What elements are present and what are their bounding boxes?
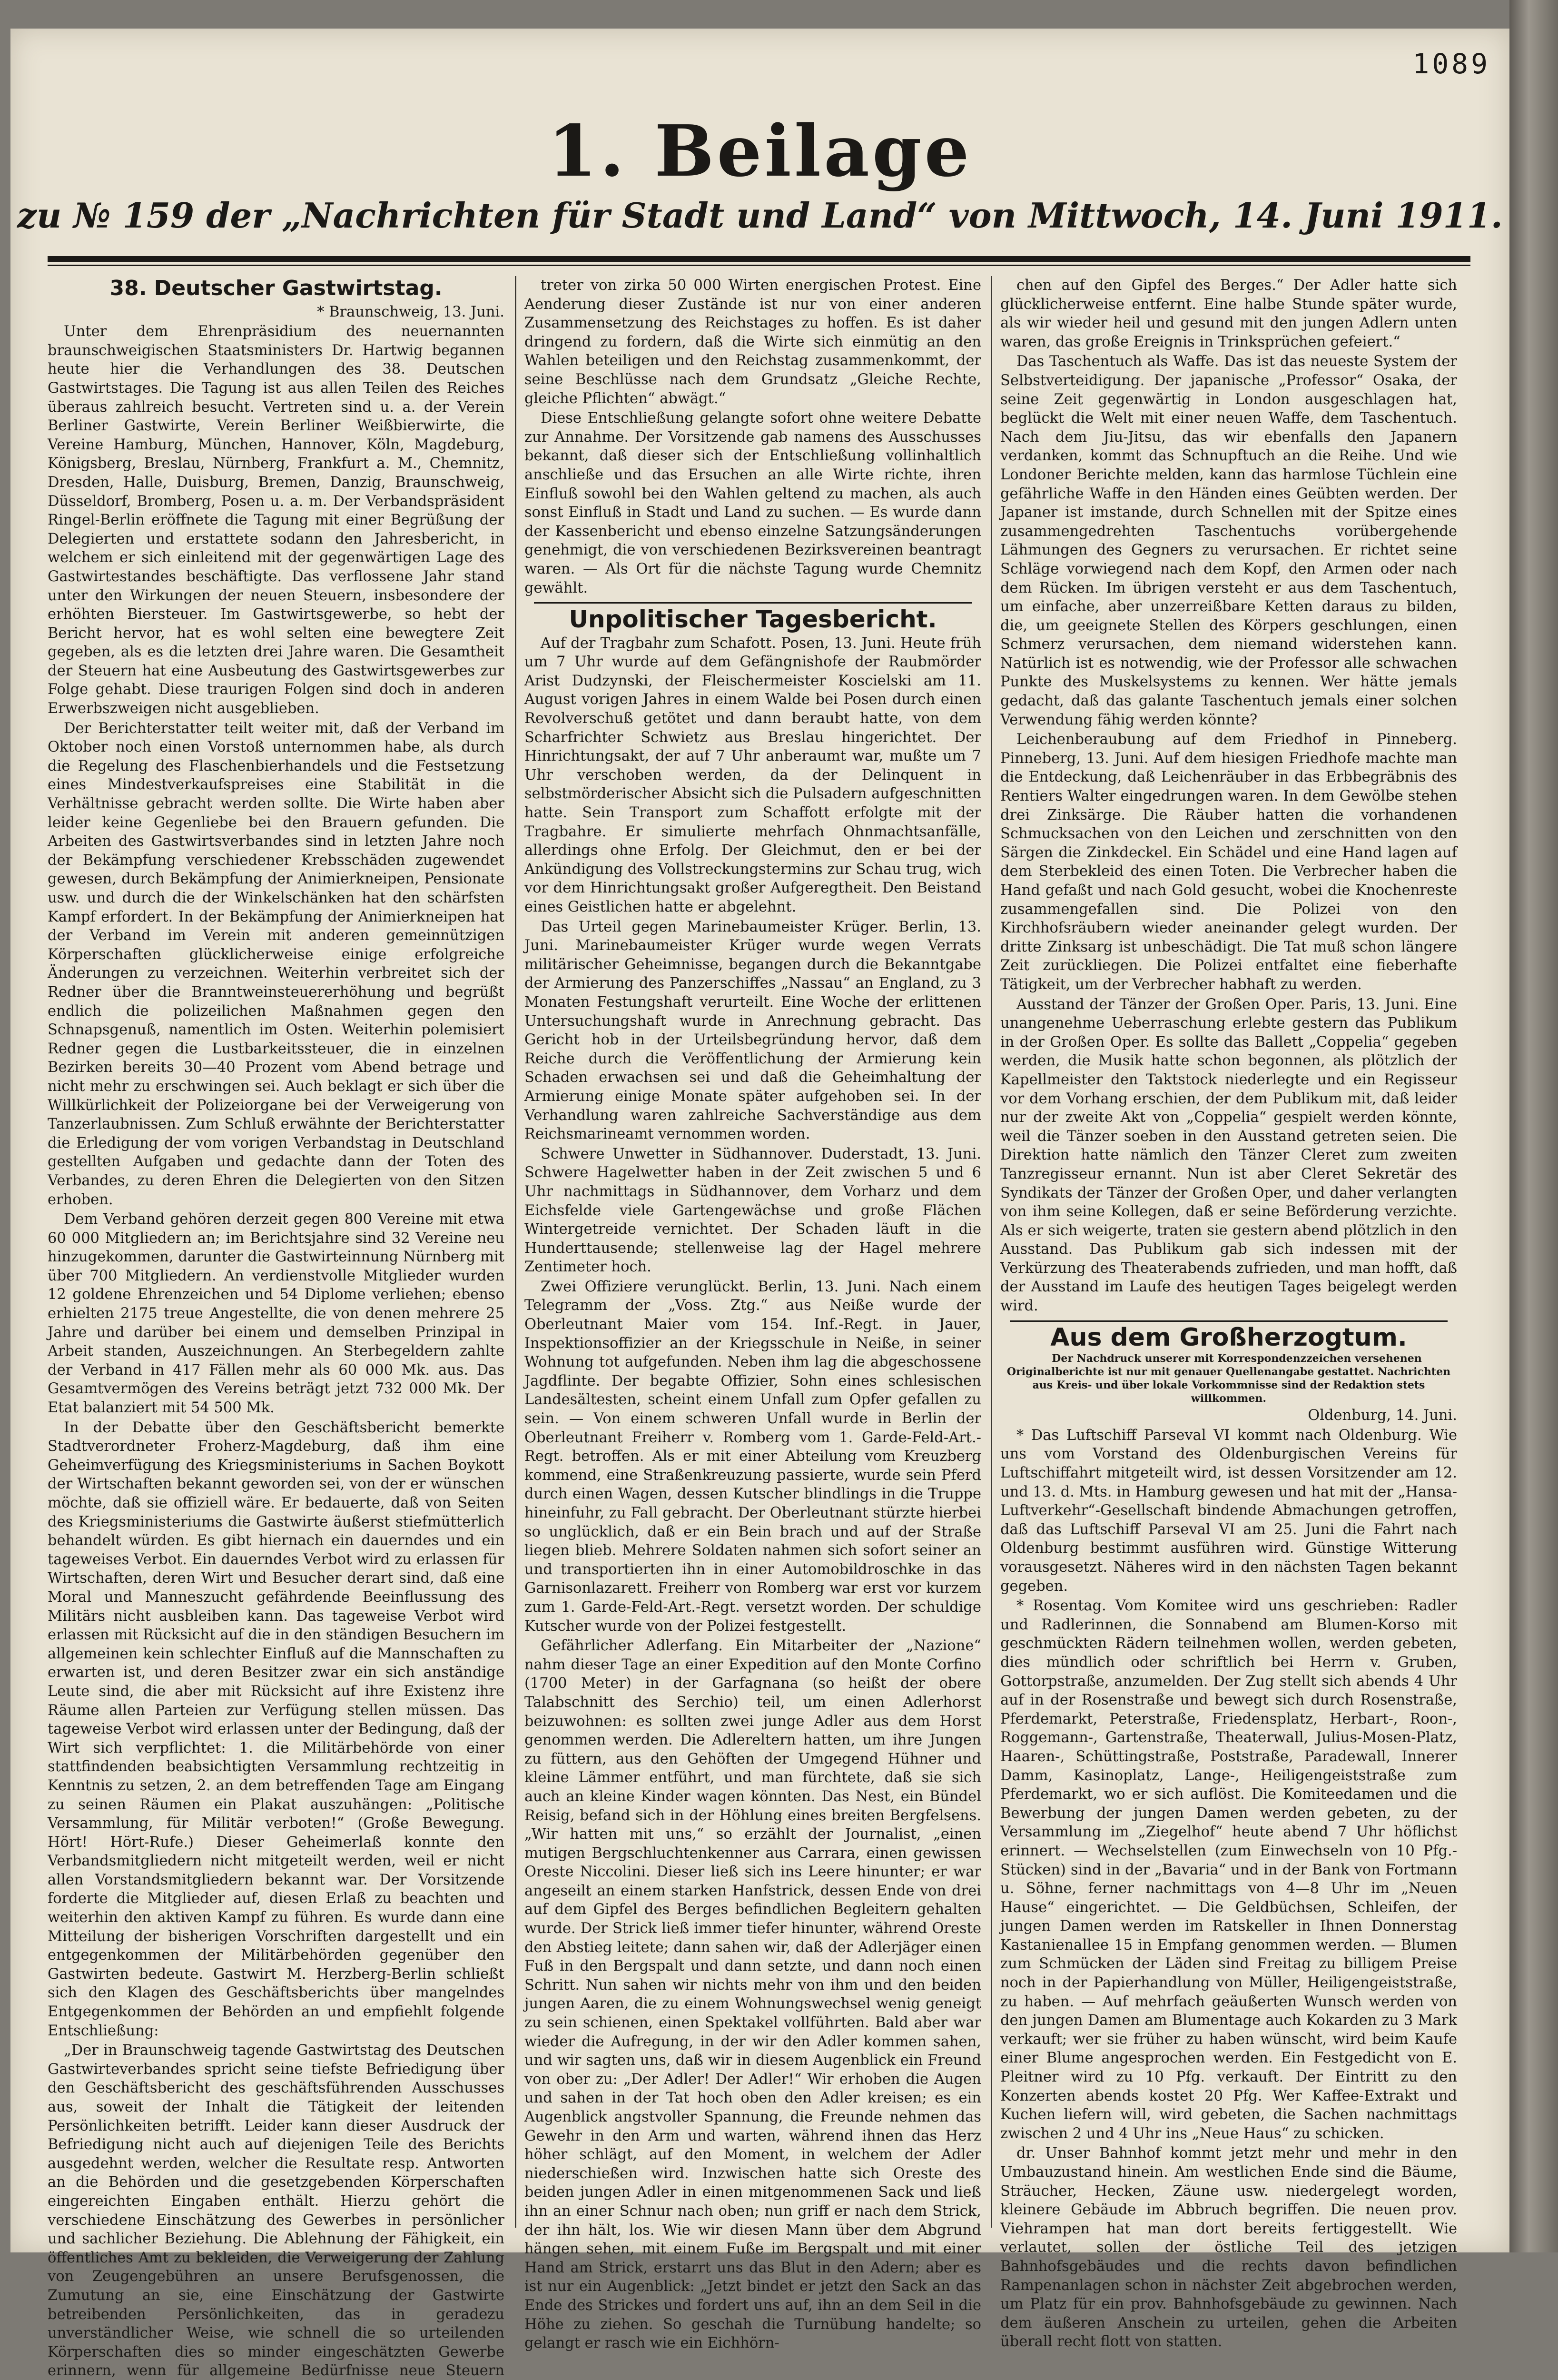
section-rule	[534, 602, 972, 604]
news-item: chen auf den Gipfel des Berges.“ Der Adler hatte sich glücklicherweise entfernt. Eine halbe Stunde später wurde, als wir wieder heil und gesund mit den jungen Adlern unten waren, das große Ereignis in Trinksprüchen gefeiert.“	[1000, 277, 1457, 350]
news-item: Leichenberaubung auf dem Friedhof in Pinneberg. Pinneberg, 13. Juni. Auf dem hiesigen Friedhofe machte man die Entdeckung, daß Leichenräuber in das Erbbegräbnis des Rentiers Walter eingedrungen waren. In dem Gewölbe stehen drei Zinksärge. Die Räuber hatten die vorhandenen Schmucksachen von den Leichen und zerschnitten von den Särgen die Zinkdeckel. Ein Schädel und eine Hand lagen auf dem Sterbekleid des einen Toten. Die Verbrecher haben die Hand gefaßt und nach Gold gesucht, wobei die Knochenreste zusammengefallen sind. Die Polizei von den Kirchhofsräubern wieder aneinander gelegt wurden. Der dritte Zinksarg ist unbeschädigt. Die Tat muß schon längere Zeit zurückliegen. Die Polizei entfaltet eine fieberhafte Tätigkeit, um der Verbrecher habhaft zu werden.	[1000, 731, 1457, 993]
section-rule	[1010, 1320, 1448, 1322]
section-heading: Aus dem Großherzogtum.	[1050, 1323, 1407, 1352]
page-title: 1. Beilage	[548, 109, 972, 192]
article-paragraph: Dem Verband gehören derzeit gegen 800 Vereine mit etwa 60 000 Mitgliedern an; im Berichtsjahre sind 32 Vereine neu hinzugekommen, darunter die Gastwirteinnung Nürnberg mit über 700 Mitgliedern. An verdienstvolle Mitglieder wurden 12 goldene Ehrenzeichen und 54 Diplome verliehen; ebenso erhielten 2175 treue Angestellte, die von denen mehrere 25 Jahre und darüber bei einem und demselben Prinzipal in Arbeit standen, Auszeichnungen. An Sterbegeldern zahlte der Verband in 417 Fällen mehr als 60 000 Mk. aus. Das Gesamtvermögen des Vereins beträgt jetzt 732 000 Mk. Der Etat balanziert mit 54 500 Mk.	[48, 1211, 504, 1417]
article-heading: 38. Deutscher Gastwirtstag.	[109, 276, 443, 300]
article-paragraph: treter von zirka 50 000 Wirten energischen Protest. Eine Aenderung dieser Zustände ist nur von einer anderen Zusammensetzung des Reichstages zu hoffen. Es ist daher dringend zu fordern, daß die Wirte sich einmütig an den Wahlen beteiligen und den Reichstag zusammenkommt, der seine Beschlüsse nach dem Grundsatz „Gleiche Rechte, gleiche Pflichten“ abwägt.“	[524, 277, 981, 407]
page-edge	[1509, 0, 1558, 2252]
news-item: Auf der Tragbahr zum Schafott. Posen, 13. Juni. Heute früh um 7 Uhr wurde auf dem Gefängnishofe der Raubmörder Arist Dudzynski, der Fleischermeister Koscielski am 11. August vorigen Jahres in einem Walde bei Posen durch einen Revolverschuß getötet und dann beraubt hatte, von dem Scharfrichter Schwietz aus Breslau hingerichtet. Der Hinrichtungsakt, der auf 7 Uhr anberaumt war, mußte um 7 Uhr verschoben werden, da der Delinquent in selbstmörderischer Absicht sich die Pulsadern aufgeschnitten hatte. Sein Transport zum Schaffott erfolgte mit der Tragbahre. Er simulierte mehrfach Ohnmachtsanfälle, allerdings ohne Erfolg. Der Gleichmut, den er bei der Ankündigung des Vollstreckungstermins zur Schau trug, wich vor dem Hinrichtungsakt großer Aufgeregtheit. Den Beistand eines Geistlichen hatte er abgelehnt.	[524, 635, 981, 915]
news-item: Gefährlicher Adlerfang. Ein Mitarbeiter der „Nazione“ nahm dieser Tage an einer Expedition auf den Monte Corfino (1700 Meter) in der Garfagnana (so heißt der obere Talabschnitt des Serchio) teil, um einen Adlerhorst beizuwohnen: es sollten zwei junge Adler aus dem Horst genommen werden. Die Adlereltern hatten, um ihre Jungen zu füttern, aus den Gehöften der Umgegend Hühner und kleine Lämmer entführt, und man fürchtete, daß sie sich auch an kleine Kinder wagen könnten. Das Nest, ein Bündel Reisig, befand sich in der Höhlung eines breiten Bergfelsens. „Wir hatten mit uns,“ so erzählt der Journalist, „einen mutigen Bergschluchtenkenner aus Carrara, einen gewissen Oreste Niccolini. Dieser ließ sich ins Leere hinunter; er war angeseilt an einem starken Hanfstrick, dessen Ende von drei auf dem Gipfel des Berges befindlichen Begleitern gehalten wurde. Der Strick ließ immer tiefer hinunter, während Oreste den Abstieg leitete; dann sahen wir, daß der Adlerjäger einen Fuß in den Bergspalt und dann setzte, und dann noch einen Schritt. Nun sahen wir nichts mehr von ihm und den beiden jungen Aaren, die zu einem Wohnungswechsel wenig geneigt zu sein schienen, einen Spektakel vollführten. Bald aber war wieder die Aufregung, in der wir den Adler kommen sahen, und wir sagten uns, daß wir in diesem Augenblick ein Freund von ober zu: „Der Adler! Der Adler!“ Wir erhoben die Augen und sahen in der Tat hoch oben den Adler kreisen; es ein Augenblick angstvoller Spannung, die Freunde nehmen das Gewehr in den Arm und warten, während ihnen das Herz höher schlägt, auf den Moment, in welchem der Adler niederschießen wird. Inzwischen hatte sich Oreste des beiden jungen Adler in einen mitgenommenen Sack und ließ ihn an einer Schnur nach oben; nun griff er nach dem Strick, der ihn hält, los. Wie wir diesen Mann über dem Abgrund hängen sehen, mit einem Fuße im Bergspalt und mit einer Hand am Strick, erstarrt uns das Blut in den Adern; aber es ist nur ein Augenblick: „Jetzt bindet er jetzt den Sack an das Ende des Strickes und fordert uns auf, ihn an dem Seil in die Höhe zu ziehen. So geschah die Turnübung handelte; so gelangt er rasch wie ein Eichhörn-	[524, 1637, 981, 2352]
column-divider	[991, 276, 992, 2228]
news-item: * Rosentag. Vom Komitee wird uns geschrieben: Radler und Radlerinnen, die Sonnabend am Blumen-Korso mit geschmückten Rädern teilnehmen wollen, werden gebeten, dies mündlich oder schriftlich bei Herrn v. Gruben, Gottorpstraße, anzumelden. Der Zug stellt sich abends 4 Uhr auf in der Rosenstraße und bewegt sich durch Rosenstraße, Pferdemarkt, Peterstraße, Friedensplatz, Herbart-, Roon-, Roggemann-, Gartenstraße, Theaterwall, Julius-Mosen-Platz, Haaren-, Schüttingstraße, Poststraße, Paradewall, Innerer Damm, Kasinoplatz, Lange-, Heiligengeiststraße zum Pferdemarkt, wo er sich auflöst. Die Komiteedamen und die Bewerbung der jungen Damen werden gebeten, zu der Versammlung im „Ziegelhof“ heute abend 7 Uhr höflichst erinnert. — Wechselstellen (zum Einwechseln von 10 Pfg.-Stücken) sind in der „Bavaria“ und in der Bank von Fortmann u. Söhne, ferner nachmittags von 4—8 Uhr im „Neuen Hause“ eingerichtet. — Die Geldbüchsen, Schleifen, der jungen Damen werden im Ratskeller in Ihnen Donnerstag Kastanienallee 15 in Empfang genommen werden. — Blumen zum Schmücken der Läden sind Freitag zu billigem Preise noch in der Papierhandlung von Müller, Heiligengeiststraße, zu haben. — Auf mehrfach geäußerten Wunsch werden von den jungen Damen am Blumentage auch Kokarden zu 3 Mark verkauft; wer sie früher zu haben wünscht, wird beim Kaufe einer Blume angesprochen werden. Ein Festgedicht von E. Pleitner wird zu 10 Pfg. verkauft. Der Eintritt zu den Konzerten abends kostet 20 Pfg. Wer Kaffee-Extrakt und Kuchen liefern will, wird gebeten, die Sachen nachmittags zwischen 2 und 4 Uhr ins „Neue Haus“ zu schicken.	[1000, 1597, 1457, 2142]
column-divider	[515, 276, 516, 2228]
section-heading: Unpolitischer Tagesbericht.	[569, 605, 937, 634]
news-item: Schwere Unwetter in Südhannover. Duderstadt, 13. Juni. Schwere Hagelwetter haben in der Zeit zwischen 5 und 6 Uhr nachmittags in Südhannover, dem Vorharz und dem Eichsfelde viele Gartengewächse und große Flächen Wintergetreide vernichtet. Der Schaden läuft in die Hunderttausende; stellenweise lag der Hagel mehrere Zentimeter hoch.	[524, 1145, 981, 1276]
page-number: 1089	[1412, 48, 1490, 80]
column-1	[48, 276, 504, 2380]
article-paragraph: Unter dem Ehrenpräsidium des neuernannten braunschweigischen Staatsministers Dr. Hartwig begannen heute hier die Verhandlungen des 38. Deutschen Gastwirtstages. Die Tagung ist aus allen Teilen des Reiches überaus zahlreich besucht. Vertreten sind u. a. der Verein Berliner Gastwirte, Verein Berliner Weißbierwirte, die Vereine Hamburg, München, Hannover, Köln, Magdeburg, Königsberg, Breslau, Nürnberg, Frankfurt a. M., Chemnitz, Dresden, Halle, Duisburg, Bremen, Danzig, Braunschweig, Düsseldorf, Bromberg, Posen u. a. m. Der Verbandspräsident Ringel-Berlin eröffnete die Tagung mit einer Begrüßung der Delegierten und erstattete sodann den Jahresbericht, in welchem er sich einleitend mit der gegenwärtigen Lage des Gastwirtestandes beschäftigte. Das verflossene Jahr stand unter den Wirkungen der neuen Steuern, insbesondere der erhöhten Biersteuer. Im Gastwirtsgewerbe, so hebt der Bericht hervor, hat es wohl selten eine bewegtere Zeit gegeben, als es die letzten drei Jahre waren. Die Gesamtheit der Steuern hat eine Ausbeutung des Gastwirtsgewerbes zur Folge gehabt. Diese traurigen Folgen sind doch in anderen Erwerbszweigen nicht ausgeblieben.	[48, 323, 504, 717]
news-item: Das Urteil gegen Marinebaumeister Krüger. Berlin, 13. Juni. Marinebaumeister Krüger wurde wegen Verrats militärischer Geheimnisse, begangen durch die Bekanntgabe der Armierung des Panzerschiffes „Nassau“ an England, zu 3 Monaten Festungshaft verurteilt. Eine Woche der erlittenen Untersuchungshaft wurde in Anrechnung gebracht. Das Gericht hob in der Urteilsbegründung hervor, daß dem Reiche durch die Veröffentlichung der Armierung kein Schaden erwachsen sei und daß die Geheimhaltung der Armierung einige Monate später aufgehoben sei. In der Verhandlung waren zahlreiche Sachverständige aus dem Reichsmarineamt vernommen worden.	[524, 918, 981, 1143]
page-subtitle: zu № 159 der „Nachrichten für Stadt und Land“ von Mittwoch, 14. Juni 1911.	[17, 195, 1503, 236]
news-item: dr. Unser Bahnhof kommt jetzt mehr und mehr in den Umbauzustand hinein. Am westlichen Ende sind die Bäume, Sträucher, Hecken, Zäune usw. niedergelegt worden, kleinere Gebäude im Abbruch begriffen. Die neuen prov. Viehrampen hat man dort bereits fertiggestellt. Wie verlautet, sollen der östliche Teil des jetzigen Bahnhofsgebäudes und die rechts davon befindlichen Rampenanlagen schon in nächster Zeit abgebrochen werden, um Platz für ein prov. Bahnhofsgebäude zu gewinnen. Nach dem äußeren Anschein zu urteilen, gehen die Arbeiten überall recht flott von statten.	[1000, 2145, 1457, 2350]
article-paragraph: Der Berichterstatter teilt weiter mit, daß der Verband im Oktober noch einen Vorstoß unternommen habe, als durch die Regelung des Flaschenbierhandels und die Festsetzung eines Mindestverkaufspreises eine Stabilität in die Verhältnisse gebracht werden sollte. Die Wirte haben aber leider keine Gegenliebe bei den Brauern gefunden. Die Arbeiten des Gastwirtsverbandes sind in letzten Jahre noch der Bekämpfung verschiedener Krebsschäden zugewendet gewesen, durch Bekämpfung der Animierkneipen, Pensionate usw. und durch die der Winkelschänken hat den schärfsten Kampf erfordert. In der Bekämpfung der Animierkneipen hat der Verband im Verein mit anderen gemeinnützigen Körperschaften glücklicherweise einige erfolgreiche Änderungen zu verzeichnen. Weiterhin verbreitet sich der Redner über die Branntweinsteuererhöhung und begrüßt endlich die polizeilichen Maßnahmen gegen den Schnapsgenuß, namentlich im Osten. Weiterhin polemisiert Redner gegen die Lustbarkeitssteuer, die in einzelnen Bezirken bereits 30—40 Prozent vom Abend betrage und nicht mehr zu erschwingen sei. Auch beklagt er sich über die Willkürlichkeit der Polizeiorgane bei der Verweigerung von Tanzerlaubnissen. Zum Schluß erwähnte der Berichterstatter die Erledigung der vom vorigen Verbandstag in Deutschland gestellten Aufgaben und gedachte dann der Toten des Verbandes, zu deren Ehren die Delegierten von den Sitzen erhoben.	[48, 720, 504, 1208]
article-paragraph: „Der in Braunschweig tagende Gastwirtstag des Deutschen Gastwirteverbandes spricht seine tiefste Befriedigung über den Geschäftsbericht des geschäftsführenden Ausschusses aus, soweit der Inhalt die Tätigkeit der leitenden Persönlichkeiten betrifft. Leider kann dieser Ausdruck der Befriedigung nicht auch auf diejenigen Teile des Berichts ausgedehnt werden, welcher die Resultate resp. Antworten an die Behörden und die gesetzgebenden Körperschaften eingereichten Eingaben enthält. Hierzu gehört die verschiedene Einschätzung des Gewerbes in persönlicher und sachlicher Beziehung. Die Ablehnung der Fähigkeit, ein öffentliches Amt zu bekleiden, die Verweigerung der Zahlung von Zeugengebühren an unsere Berufsgenossen, die Zumutung an sie, eine Einschätzung der Gastwirte betreibenden Persönlichkeiten, das in geradezu unverständlicher Weise, wie schnell die so urteilenden Körperschaften dies so minder eingeschätzten Gewerbe erinnern, wenn für allgemeine Bedürfnisse neue Steuern	[48, 2042, 504, 2380]
column-2	[524, 276, 981, 2352]
header-rule-thin	[48, 265, 1470, 266]
header-rule-thick	[48, 256, 1470, 262]
news-item: Das Taschentuch als Waffe. Das ist das neueste System der Selbstverteidigung. Der japanische „Professor“ Osaka, der seine Zeit gegenwärtig in London ausgeschlagen hat, beglückt die Welt mit einer neuen Waffe, dem Taschentuch. Nach dem Jiu-Jitsu, das wir ebenfalls den Japanern verdanken, kommt das Schnupftuch an die Reihe. Und wie Londoner Berichte melden, kann das harmlose Tüchlein eine gefährliche Waffe in den Händen eines Geübten werden. Der Japaner ist imstande, durch Schnellen mit der Spitze eines zusammengedrehten Taschentuchs vorübergehende Lähmungen des Gegners zu verursachen. Er richtet seine Schläge vorwiegend nach dem Kopf, den Armen oder nach dem Rücken. Im übrigen versteht er aus dem Taschentuch, um einfache, aber unzerreißbare Ketten daraus zu bilden, die, um geeignete Stellen des Körpers geschlungen, einen Schmerz verursachen, dem niemand widerstehen kann. Natürlich ist es notwendig, wie der Professor alle schwachen Punkte des Muskelsystems zu kennen. Wer hätte jemals gedacht, daß das galante Taschentuch jemals einer solchen Verwendung fähig werden könnte?	[1000, 353, 1457, 728]
section-dateline: Oldenburg, 14. Juni.	[1308, 1407, 1457, 1424]
article-paragraph: In der Debatte über den Geschäftsbericht bemerkte Stadtverordneter Froherz-Magdeburg, daß ihm eine Geheimverfügung des Kriegsministeriums in Sachen Boykott der Wirtschaften bekannt geworden sei, von der er wünschen möchte, daß sie offiziell wäre. Er bedauerte, daß von Seiten des Kriegsministeriums die Gastwirte äußerst stiefmütterlich behandelt würden. Es gibt hiernach ein dauerndes und ein tageweises Verbot. Ein dauerndes Verbot wird zu erlassen für Wirtschaften, deren Wirt und Besucher derart sind, daß eine Moral und Manneszucht gefährdende Beeinflussung des Militärs nicht ausbleiben kann. Das tageweise Verbot wird erlassen mit Rücksicht auf die in den ständigen Besuchern im allgemeinen kein schlechter Einfluß auf die Mannschaften zu erwarten ist, und deren Besitzer zwar ein sich anständige Leute sind, die aber mit Rücksicht auf ihre Existenz ihre Räume allen Parteien zur Verfügung stellen müssen. Das tageweise Verbot wird erlassen unter der Bedingung, daß der Wirt sich verpflichtet: 1. die Militärbehörde von einer stattfindenden beabsichtigten Versammlung rechtzeitig in Kenntnis zu setzen, 2. an dem betreffenden Tage am Eingang zu seinen Räumen ein Plakat auszuhängen: „Politische Versammlung, für Militär verboten!“ (Große Bewegung. Hört! Hört-Rufe.) Dieser Geheimerlaß konnte den Verbandsmitgliedern nicht mitgeteilt werden, weil er nicht allen Vorstandsmitgliedern bekannt war. Der Vorsitzende forderte die Mitglieder auf, diesen Erlaß zu beachten und weiterhin den aktiven Kampf zu führen. Es wurde dann eine Mitteilung der bisherigen Vorschriften dargestellt und ein entgegenkommen der Militärbehörden gegenüber den Gastwirten bedeute. Gastwirt M. Herzberg-Berlin schließt sich den Klagen des Geschäftsberichts über mangelndes Entgegenkommen der Behörden an und empfiehlt folgende Entschließung:	[48, 1419, 504, 2039]
newspaper-page	[10, 29, 1509, 2380]
article-dateline: * Braunschweig, 13. Juni.	[317, 303, 504, 320]
article-paragraph: Diese Entschließung gelangte sofort ohne weitere Debatte zur Annahme. Der Vorsitzende gab namens des Ausschusses bekannt, daß dieser sich der Entschließung vollinhaltlich anschließe und das Ersuchen an alle Wirte richte, ihren Einfluß sowohl bei den Wahlen geltend zu machen, als auch sonst Einfluß in Stadt und Land zu suchen. — Es wurde dann der Kassenbericht und ebenso einzelne Satzungsänderungen genehmigt, die von verschiedenen Bezirksvereinen beantragt waren. — Als Ort für die nächste Tagung wurde Chemnitz gewählt.	[524, 410, 981, 596]
column-3	[1000, 276, 1457, 2350]
news-item: Zwei Offiziere verunglückt. Berlin, 13. Juni. Nach einem Telegramm der „Voss. Ztg.“ aus Neiße wurde der Oberleutnant Maier vom 154. Inf.-Regt. in Jauer, Inspektionsoffizier an der Kriegsschule in Neiße, in seiner Wohnung tot aufgefunden. Neben ihm lag die abgeschossene Jagdflinte. Der begabte Offizier, Sohn eines schlesischen Landesältesten, scheint einem Unfall zum Opfer gefallen zu sein. — Von einem schweren Unfall wurde in Berlin der Oberleutnant Freiherr v. Romberg vom 1. Garde-Feld-Art.-Regt. betroffen. Als er mit einer Abteilung vom Kreuzberg kommend, eine Straßenkreuzung passierte, wurde sein Pferd durch einen Wagen, dessen Kutscher blindlings in die Truppe hineinfuhr, zu Fall gebracht. Der Oberleutnant stürzte hierbei so unglücklich, daß er ein Bein brach und auf der Straße liegen blieb. Mehrere Soldaten nahmen sich sofort seiner an und transportierten ihn in einer Automobildroschke in das Garnisonlazarett. Freiherr von Romberg war erst vor kurzem zum 1. Garde-Feld-Art.-Regt. versetzt worden. Der schuldige Kutscher wurde von der Polizei festgestellt.	[524, 1278, 981, 1635]
news-item: Ausstand der Tänzer der Großen Oper. Paris, 13. Juni. Eine unangenehme Ueberraschung erlebte gestern das Publikum in der Großen Oper. Es sollte das Ballett „Coppelia“ gegeben werden, die Musik hatte schon begonnen, als plötzlich der Kapellmeister den Taktstock niederlegte und ein Regisseur vor dem Vorhang erschien, der dem Publikum mit, daß leider nur der zweite Akt von „Coppelia“ gespielt werden könnte, weil die Tänzer soeben in den Ausstand getreten seien. Die Direktion hatte nämlich den Tänzer Cleret zum zweiten Tanzregisseur ernannt. Nun ist aber Cleret Sekretär des Syndikats der Tänzer der Großen Oper, und daher verlangten von ihm seine Kollegen, daß er seine Beförderung verzichte. Als er sich weigerte, traten sie gestern abend plötzlich in den Ausstand. Das Publikum gab sich indessen mit der Verkürzung des Theaterabends zufrieden, und man hofft, daß der Ausstand im Laufe des heutigen Tages beigelegt werden wird.	[1000, 996, 1457, 1315]
news-item: * Das Luftschiff Parseval VI kommt nach Oldenburg. Wie uns vom Vorstand des Oldenburgischen Vereins für Luftschiffahrt mitgeteilt wird, ist dessen Vorsitzender am 12. und 13. d. Mts. in Hamburg gewesen und hat mit der „Hansa-Luftverkehr“-Gesellschaft bindende Abmachungen getroffen, daß das Luftschiff Parseval VI am 25. Juni die Fahrt nach Oldenburg bestimmt ausführen wird. Günstige Witterung vorausgesetzt. Näheres wird in den nächsten Tagen bekannt gegeben.	[1000, 1427, 1457, 1595]
reprint-note: Der Nachdruck unserer mit Korrespondenzzeichen versehenen Originalberichte ist nur mit genauer Quellenangabe gestattet. Nachrichten aus Kreis- und über lokale Vorkommnisse sind der Redaktion stets willkommen.	[1006, 1352, 1451, 1405]
